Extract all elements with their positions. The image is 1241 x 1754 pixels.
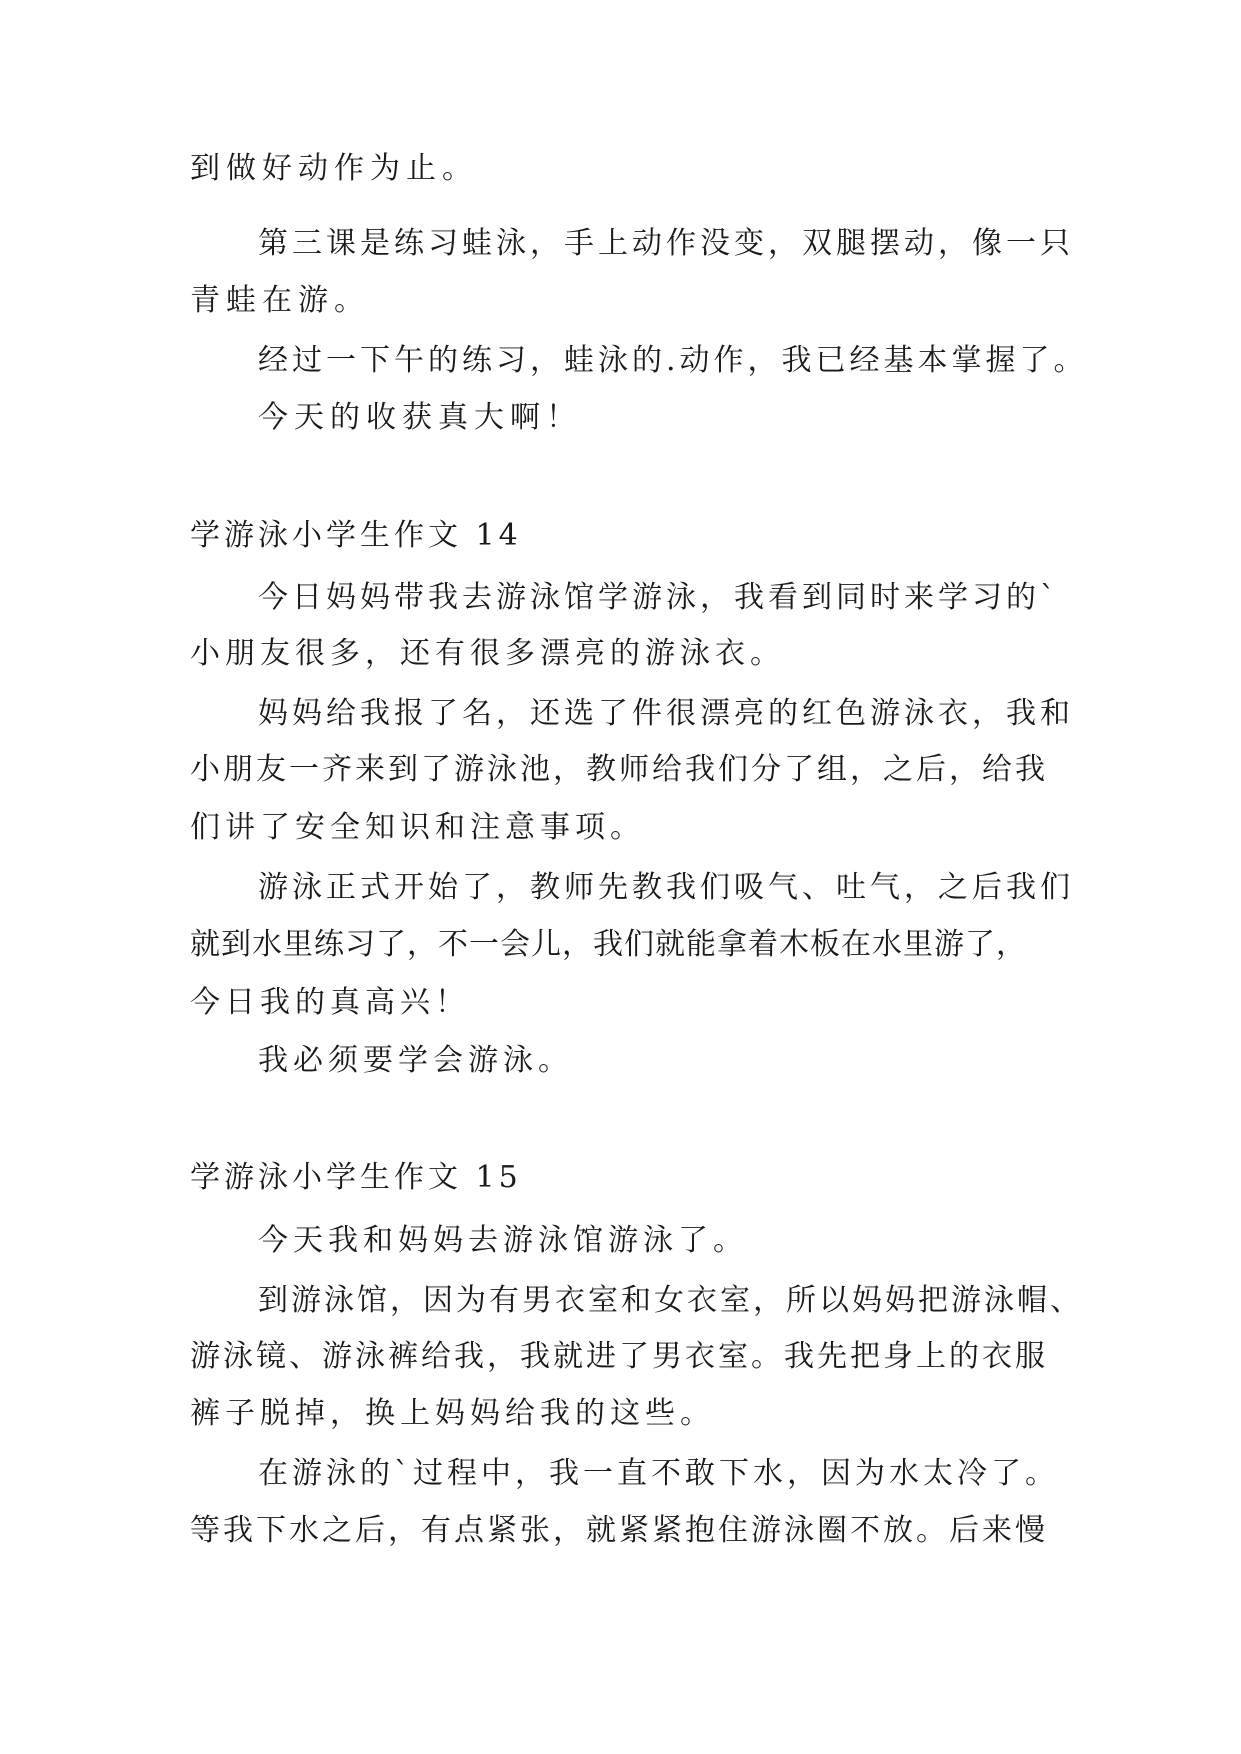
body-line: 妈妈给我报了名，还选了件很漂亮的红色游泳衣，我和	[258, 696, 1074, 731]
body-line: 今天我和妈妈去游泳馆游泳了。	[258, 1223, 748, 1258]
body-line: 游泳正式开始了，教师先教我们吸气、吐气，之后我们	[258, 870, 1074, 905]
body-line: 在游泳的`过程中，我一直不敢下水，因为水太冷了。	[258, 1456, 1059, 1491]
body-line: 青蛙在游。	[190, 283, 370, 318]
section-heading: 学游泳小学生作文 15	[190, 1160, 522, 1195]
section-heading: 学游泳小学生作文 14	[190, 518, 522, 553]
body-line: 游泳镜、游泳裤给我，我就进了男衣室。我先把身上的衣服	[190, 1339, 1048, 1374]
body-line: 就到水里练习了，不一会儿，我们就能拿着木板在水里游了，	[190, 927, 1027, 962]
body-line: 经过一下午的练习，蛙泳的.动作，我已经基本掌握了。	[258, 343, 1088, 378]
body-line: 今天的收获真大啊！	[258, 400, 582, 435]
body-line: 第三课是练习蛙泳，手上动作没变，双腿摆动，像一只	[258, 226, 1074, 261]
body-line: 小朋友很多，还有很多漂亮的游泳衣。	[190, 636, 785, 671]
body-line: 小朋友一齐来到了游泳池，教师给我们分了组，之后，给我	[190, 752, 1048, 787]
body-line: 今日我的真高兴！	[190, 985, 470, 1020]
body-line: 到做好动作为止。	[190, 151, 478, 186]
body-line: 等我下水之后，有点紧张，就紧紧抱住游泳圈不放。后来慢	[190, 1513, 1048, 1548]
body-line: 今日妈妈带我去游泳馆学游泳，我看到同时来学习的`	[258, 580, 1059, 615]
body-line: 裤子脱掉，换上妈妈给我的这些。	[190, 1396, 715, 1431]
body-line: 我必须要学会游泳。	[258, 1043, 573, 1078]
body-line: 到游泳馆，因为有男衣室和女衣室，所以妈妈把游泳帽、	[258, 1283, 1083, 1318]
body-line: 们讲了安全知识和注意事项。	[190, 810, 645, 845]
